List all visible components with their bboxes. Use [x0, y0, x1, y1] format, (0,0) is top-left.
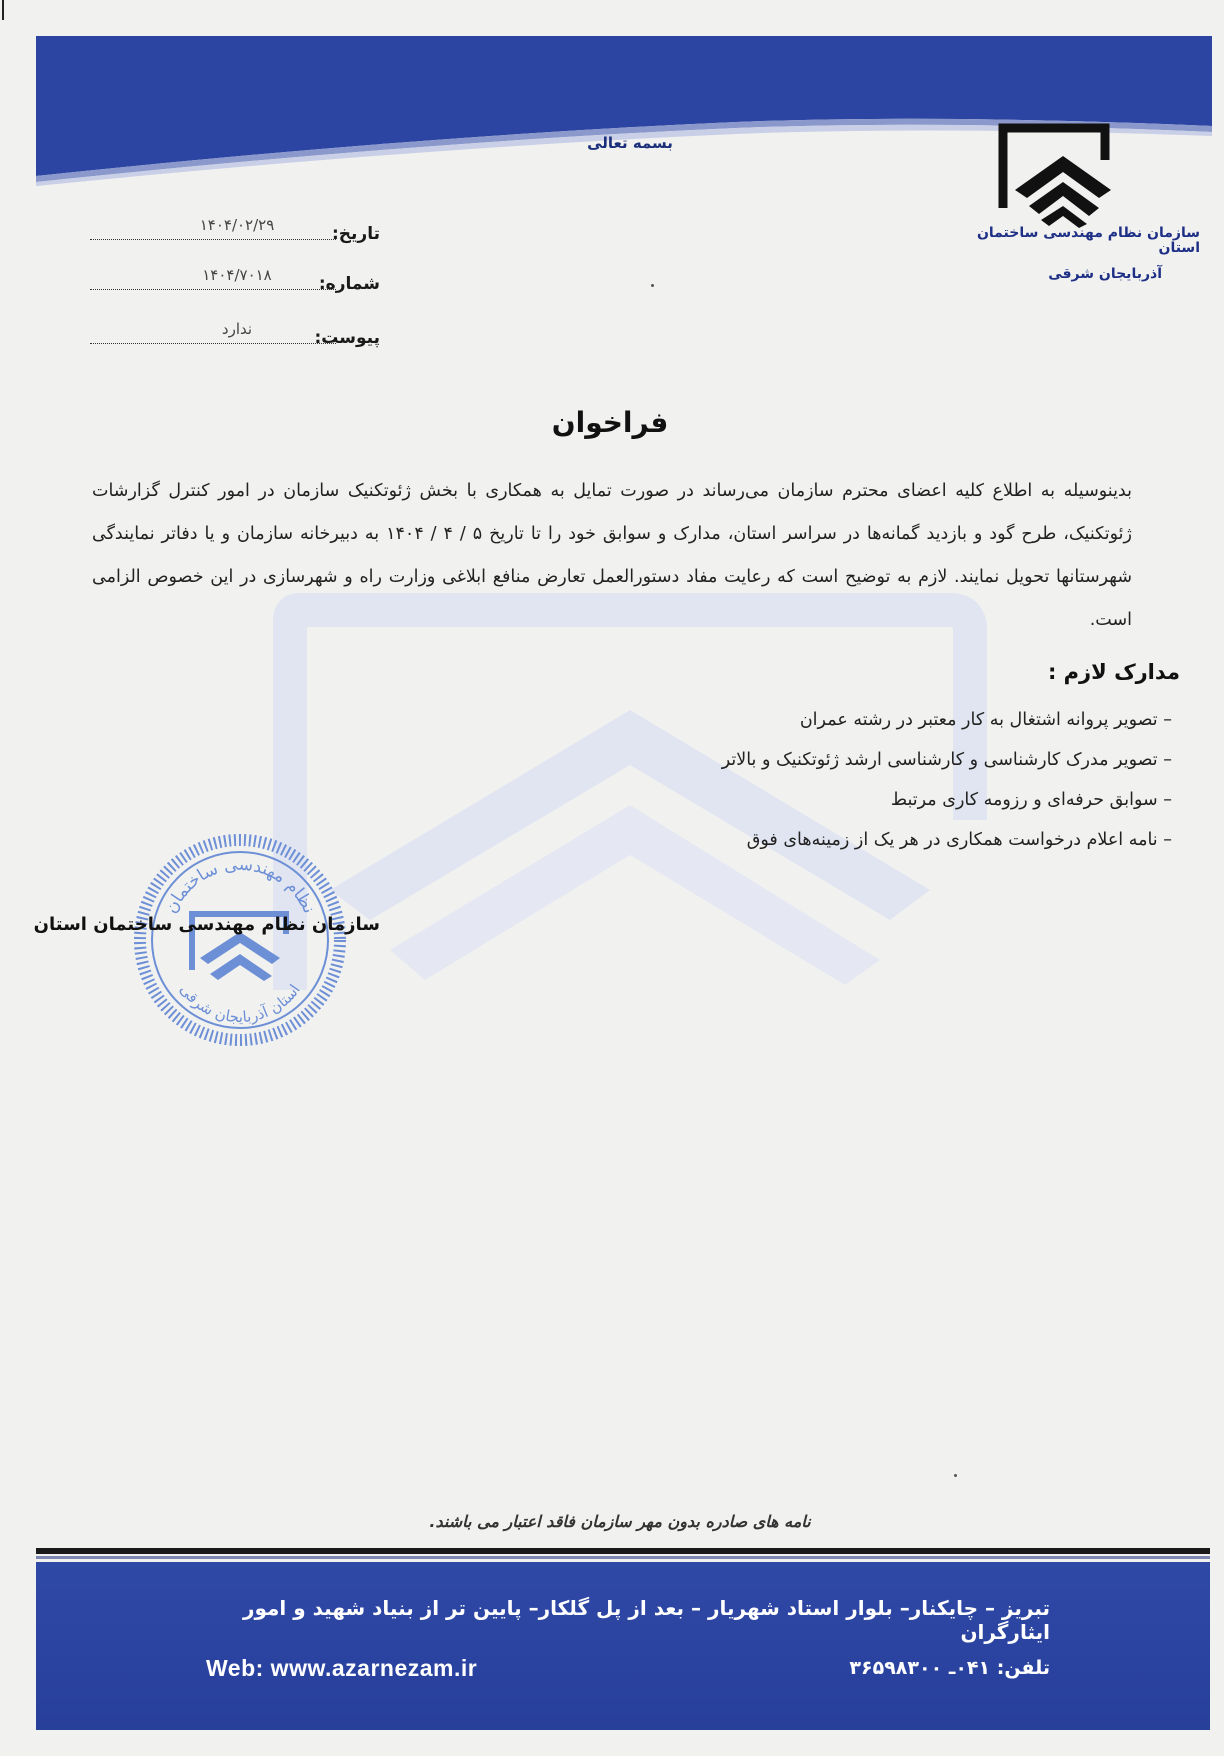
- stamp-overlay-text: سازمان نظام مهندسی ساختمان استان: [33, 914, 380, 935]
- disclaimer-text: نامه های صادره بدون مهر سازمان فاقد اعتبار می باشند.: [429, 1512, 811, 1531]
- org-name-line-1: سازمان نظام مهندسی ساختمان استان: [976, 225, 1200, 257]
- number-value: ۱۴۰۴/۷۰۱۸: [202, 266, 272, 284]
- date-field: [90, 214, 380, 244]
- svg-text:نظام مهندسی ساختمان: [161, 855, 319, 917]
- list-item: – تصویر مدرک کارشناسی و کارشناسی ارشد ژئوتکنیک و بالاتر: [721, 750, 1172, 770]
- list-item: – سوابق حرفه‌ای و رزومه کاری مرتبط: [890, 790, 1172, 810]
- footer-phone: تلفن: ۰۴۱ـ ۳۶۵۹۸۳۰۰: [849, 1657, 1050, 1679]
- scan-dot: [954, 1474, 957, 1477]
- footer-band: [36, 1562, 1210, 1730]
- footer-rule-light: [36, 1556, 1210, 1559]
- date-value: ۱۴۰۴/۰۲/۲۹: [199, 216, 275, 234]
- attachment-field: [90, 318, 380, 348]
- number-label: شماره:: [318, 274, 380, 294]
- attachment-dotted-line: [90, 343, 336, 344]
- basmala: بسمه تعالی: [587, 134, 673, 152]
- list-item: – تصویر پروانه اشتغال به کار معتبر در رشته عمران: [799, 710, 1172, 730]
- number-dotted-line: [90, 289, 336, 290]
- number-field: [90, 264, 380, 294]
- organization-name: [940, 226, 1200, 282]
- svg-text:استان آذربایجان شرقی: [176, 981, 304, 1027]
- document-body: بدینوسیله به اطلاع کلیه اعضای محترم سازمان می‌رساند در صورت تمایل به همکاری با بخش ژئوتکنیک سازمان در امور کنترل گزارشات ژئوتکنیک، طرح گود و بازدید گمانه‌ها در سراسر استان، مدارک و سوابق خود را تا تاریخ ۵ / ۴ / ۱۴۰۴ به دبیرخانه سازمان و یا دفاتر نمایندگی شهرستانها تحویل نمایند. لازم به توضیح است که رعایت مفاد دستورالعمل تعارض منافع ابلاغی وزارت راه و شهرسازی در این خصوص الزامی است.: [92, 481, 1132, 630]
- footer-rule: [36, 1548, 1210, 1554]
- stamp-ring-bottom-text: استان آذربایجان شرقی: [176, 980, 304, 1027]
- attachment-label: پیوست:: [314, 328, 380, 348]
- date-dotted-line: [90, 239, 336, 240]
- footer-address: تبریز – چایکنار– بلوار استاد شهریار – بعد از پل گلکار– پایین تر از بنیاد شهید و امور ایثارگران: [242, 1596, 1050, 1644]
- date-label: تاریخ:: [332, 224, 380, 244]
- list-item: – نامه اعلام درخواست همکاری در هر یک از زمینه‌های فوق: [746, 830, 1172, 850]
- scan-edge-mark: [2, 0, 4, 20]
- stamp-ring-top-text: نظام مهندسی ساختمان: [161, 854, 319, 917]
- scan-dot: [651, 284, 654, 287]
- required-docs-heading: مدارک لازم :: [1047, 660, 1180, 684]
- house-roof-logo-icon: [995, 120, 1135, 230]
- document-title: فراخوان: [551, 406, 669, 439]
- official-stamp: [130, 830, 350, 1050]
- org-name-line-2: آذربایجان شرقی: [1048, 265, 1162, 282]
- required-docs-list: [560, 700, 1172, 860]
- footer-website: Web: www.azarnezam.ir: [206, 1655, 478, 1681]
- attachment-value: ندارد: [221, 320, 253, 338]
